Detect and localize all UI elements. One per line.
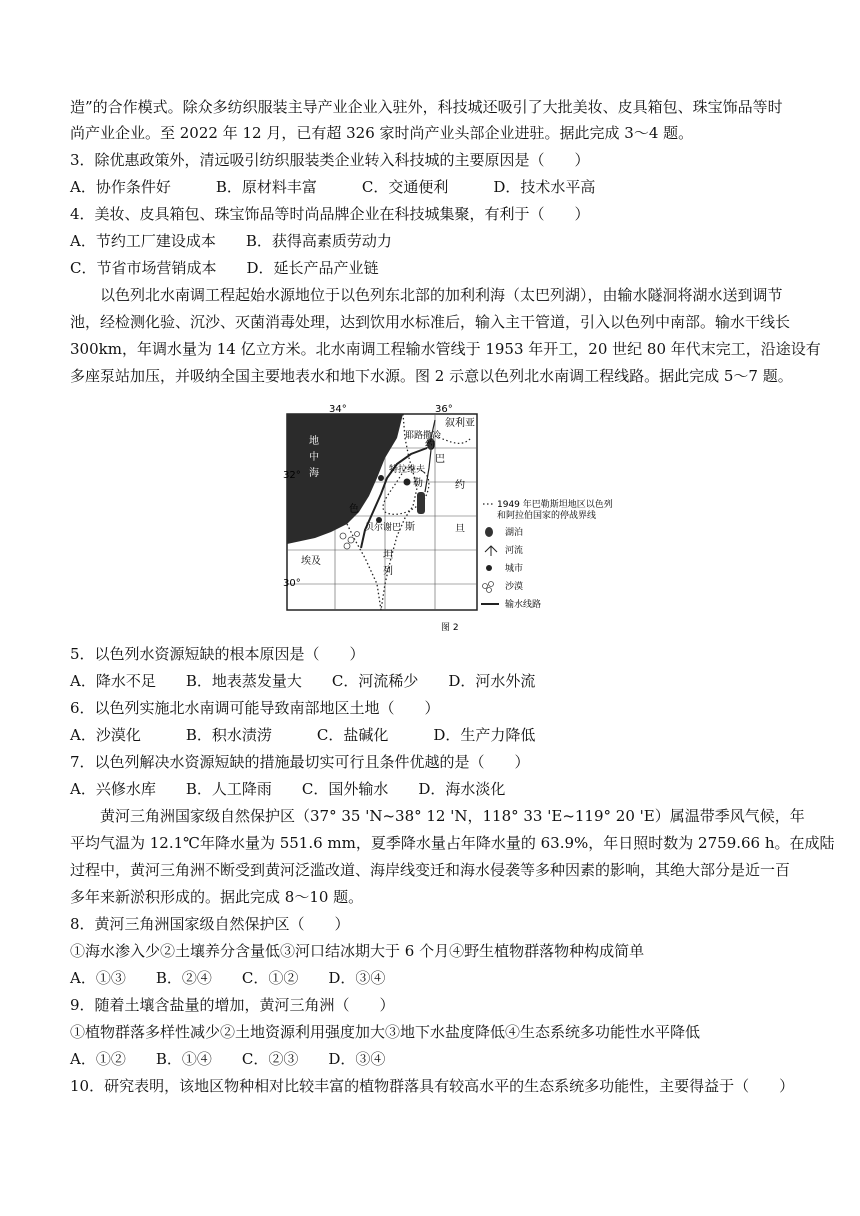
legend-armistice-1: 1949 年巴勒斯坦地区以色列 (497, 500, 613, 510)
label-le: 勒 (413, 478, 423, 489)
city-tel-aviv (378, 475, 384, 481)
paragraph-line: 造”的合作模式。除众多纺织服装主导产业企业入驻外，科技城还吸引了大批美妆、皮具箱包、珠宝饰品等时 (70, 98, 783, 116)
map-svg (283, 404, 613, 640)
lon-label-36: 36° (435, 404, 453, 415)
question-7: 7．以色列解决水资源短缺的措施最切实可行且条件优越的是（ ） (70, 753, 530, 771)
city-jerusalem (404, 479, 411, 486)
dead-sea (417, 492, 425, 514)
question-8-statements: ①海水渗入少②土壤养分含量低③河口结冰期大于 6 个月④野生植物群落物种构成简单 (70, 942, 645, 960)
label-si: 斯 (405, 522, 415, 533)
label-ba: 巴 (435, 454, 445, 465)
sea-label-1: 地 (309, 436, 319, 447)
legend-city: 城市 (505, 564, 524, 574)
paragraph-line: 以色列北水南调工程起始水源地位于以色列东北部的加利利海（太巴列湖），由输水隧洞将湖水送到调节 (100, 286, 783, 304)
paragraph-line: 平均气温为 12.1℃年降水量为 551.6 mm，夏季降水量占年降水量的 63.9%，年日照时数为 2759.66 h。在成陆 (70, 834, 835, 852)
question-8: 8．黄河三角洲国家级自然保护区（ ） (70, 915, 350, 933)
question-7-options: A．兴修水库 B．人工降雨 C．国外输水 D．海水淡化 (70, 780, 506, 798)
question-4-options-cd: C．节省市场营销成本 D．延长产品产业链 (70, 259, 379, 277)
figure-caption: 图 2 (441, 623, 459, 633)
question-8-options: A．①③ B．②④ C．①② D．③④ (70, 969, 386, 987)
lat-label-30: 30° (283, 578, 301, 589)
paragraph-line: 多年来新淤积形成的。据此完成 8～10 题。 (70, 888, 364, 906)
paragraph-line: 池，经检测化验、沉沙、灭菌消毒处理，达到饮用水标准后，输入主干管道，引入以色列中南部。输水干线长 (70, 313, 791, 331)
legend-desert: 沙漠 (505, 582, 524, 592)
label-tan: 坦 (383, 550, 393, 561)
question-6-options: A．沙漠化 B．积水渍涝 C．盐碱化 D．生产力降低 (70, 726, 536, 744)
sea-label-2: 中 (309, 452, 319, 463)
legend-water-carrier: 输水线路 (505, 600, 542, 610)
legend-armistice-2: 和阿拉伯国家的停战界线 (497, 511, 597, 521)
label-jordan-2: 旦 (455, 524, 465, 535)
question-4-options-ab: A．节约工厂建设成本 B．获得高素质劳动力 (70, 232, 392, 250)
label-tel-aviv: 特拉维夫 (389, 465, 426, 475)
label-lie: 列 (383, 566, 393, 577)
figure-2-map (283, 404, 613, 640)
question-9-options: A．①② B．①④ C．②③ D．③④ (70, 1050, 386, 1068)
question-9-statements: ①植物群落多样性减少②土地资源利用强度加大③地下水盐度降低④生态系统多功能性水平降低 (70, 1023, 701, 1041)
label-yue: 约 (425, 440, 435, 451)
question-4: 4．美妆、皮具箱包、珠宝饰品等时尚品牌企业在科技城集聚，有利于（ ） (70, 205, 590, 223)
paragraph-line: 多座泵站加压，并吸纳全国主要地表水和地下水源。图 2 示意以色列北水南调工程线路。据此完成 5～7 题。 (70, 367, 793, 385)
label-beersheba: 贝尔谢巴 (365, 523, 402, 533)
paragraph-line: 尚产业企业。至 2022 年 12 月，已有超 326 家时尚产业头部企业进驻。据此完成 3～4 题。 (70, 124, 694, 142)
lat-label-32: 32° (283, 470, 301, 481)
sea-label-3: 海 (309, 468, 319, 479)
label-jordan-1: 约 (455, 480, 465, 491)
legend-lake: 湖泊 (505, 528, 524, 538)
map-legend (481, 498, 613, 610)
legend-river: 河流 (505, 546, 524, 556)
question-10: 10．研究表明，该地区物种相对比较丰富的植物群落具有较高水平的生态系统多功能性，主要得益于（ ） (70, 1077, 795, 1095)
question-5: 5．以色列水资源短缺的根本原因是（ ） (70, 645, 365, 663)
question-3: 3．除优惠政策外，清远吸引纺织服装类企业转入科技城的主要原因是（ ） (70, 151, 590, 169)
label-egypt: 埃及 (301, 556, 321, 567)
question-3-options: A．协作条件好 B．原材料丰富 C．交通便利 D．技术水平高 (70, 178, 596, 196)
question-6: 6．以色列实施北水南调可能导致南部地区土地（ ） (70, 699, 440, 717)
paragraph-line: 过程中，黄河三角洲不断受到黄河泛滥改道、海岸线变迁和海水侵袭等多种因素的影响，其绝大部分是近一百 (70, 861, 791, 879)
question-5-options: A．降水不足 B．地表蒸发量大 C．河流稀少 D．河水外流 (70, 672, 536, 690)
question-9: 9．随着土壤含盐量的增加，黄河三角洲（ ） (70, 996, 395, 1014)
paragraph-line: 黄河三角洲国家级自然保护区（37° 35 'N~38° 12 'N，118° 33 'E~119° 20 'E）属温带季风气候，年 (100, 807, 805, 825)
label-jerusalem: 耶路撒冷 (405, 431, 442, 441)
paragraph-line: 300km，年调水量为 14 亿立方米。北水南调工程输水管线于 1953 年开工，20 世纪 80 年代末完工，沿途设有 (70, 340, 821, 358)
lon-label-34: 34° (329, 404, 347, 415)
label-se: 色 (349, 504, 359, 515)
label-syria: 叙利亚 (445, 418, 475, 429)
